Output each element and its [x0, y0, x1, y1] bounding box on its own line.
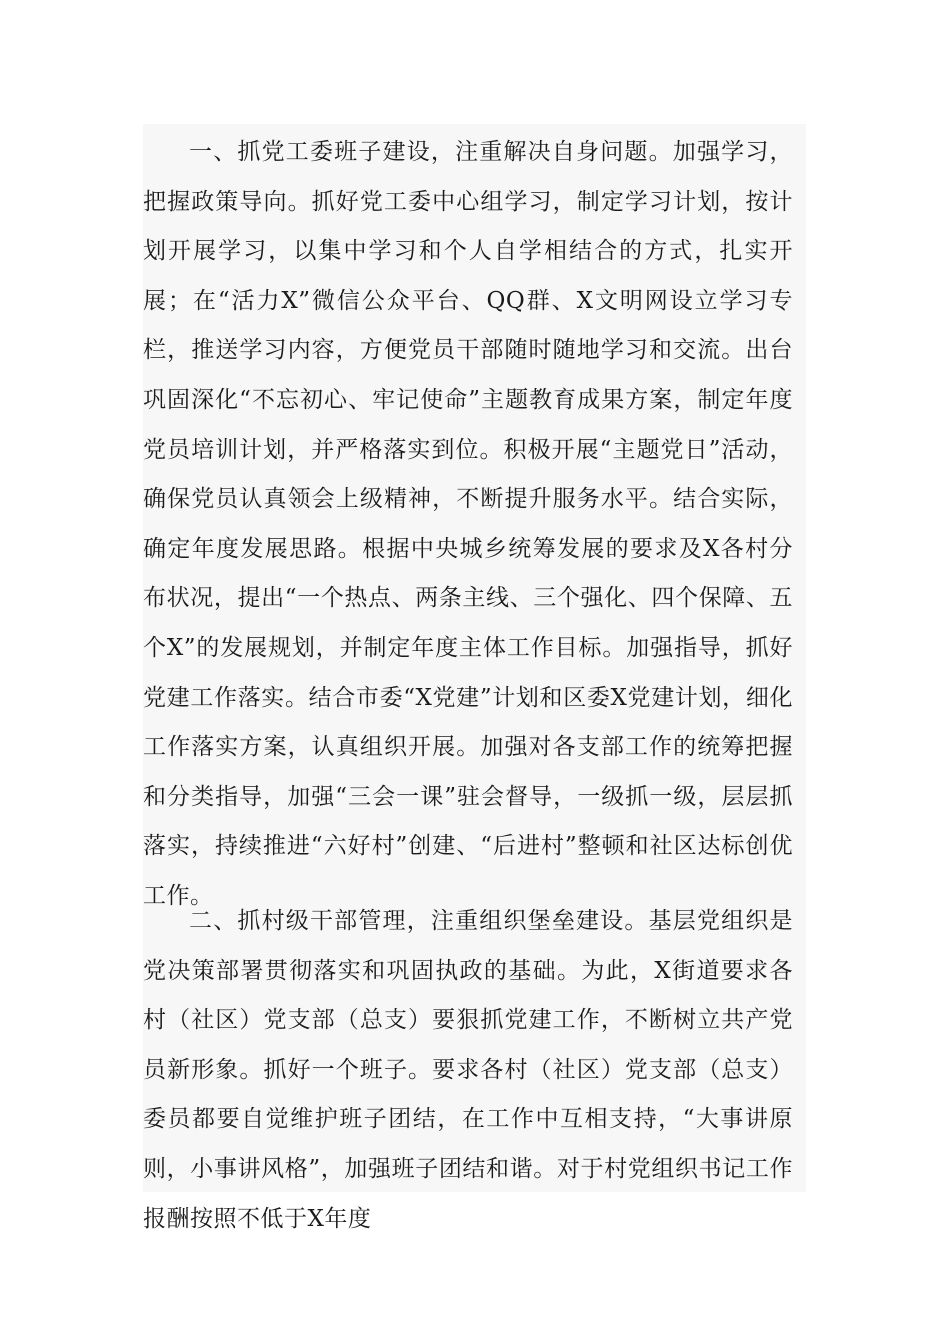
paragraph-party-committee: 一、抓党工委班子建设，注重解决自身问题。加强学习，把握政策导向。抓好党工委中心组学习，制定学习计划，按计划开展学习，以集中学习和个人自学相结合的方式，扎实开展；在“活力X”微信公众平台、QQ群、X文明网设立学习专栏，推送学习内容，方便党员干部随时随地学习和交流。出台巩固深化“不忘初心、牢记使命”主题教育成果方案，制定年度党员培训计划，并严格落实到位。积极开展“主题党日”活动，确保党员认真领会上级精神，不断提升服务水平。结合实际，确定年度发展思路。根据中央城乡统筹发展的要求及X各村分布状况，提出“一个热点、两条主线、三个强化、四个保障、五个X”的发展规划，并制定年度主体工作目标。加强指导，抓好党建工作落实。结合市委“X党建”计划和区委X党建计划，细化工作落实方案，认真组织开展。加强对各支部工作的统筹把握和分类指导，加强“三会一课”驻会督导，一级抓一级，层层抓落实，持续推进“六好村”创建、“后进村”整顿和社区达标创优工作。 — [143, 139, 793, 909]
document-body — [143, 124, 806, 1232]
paragraph-village-cadres: 二、抓村级干部管理，注重组织堡垒建设。基层党组织是党决策部署贯彻落实和巩固执政的基础。为此，X街道要求各村（社区）党支部（总支）要狠抓党建工作，不断树立共产党员新形象。抓好一个班子。要求各村（社区）党支部（总支）委员都要自觉维护班子团结，在工作中互相支持，“大事讲原则，小事讲风格”，加强班子团结和谐。对于村党组织书记工作报酬按照不低于X年度 — [143, 908, 793, 1232]
